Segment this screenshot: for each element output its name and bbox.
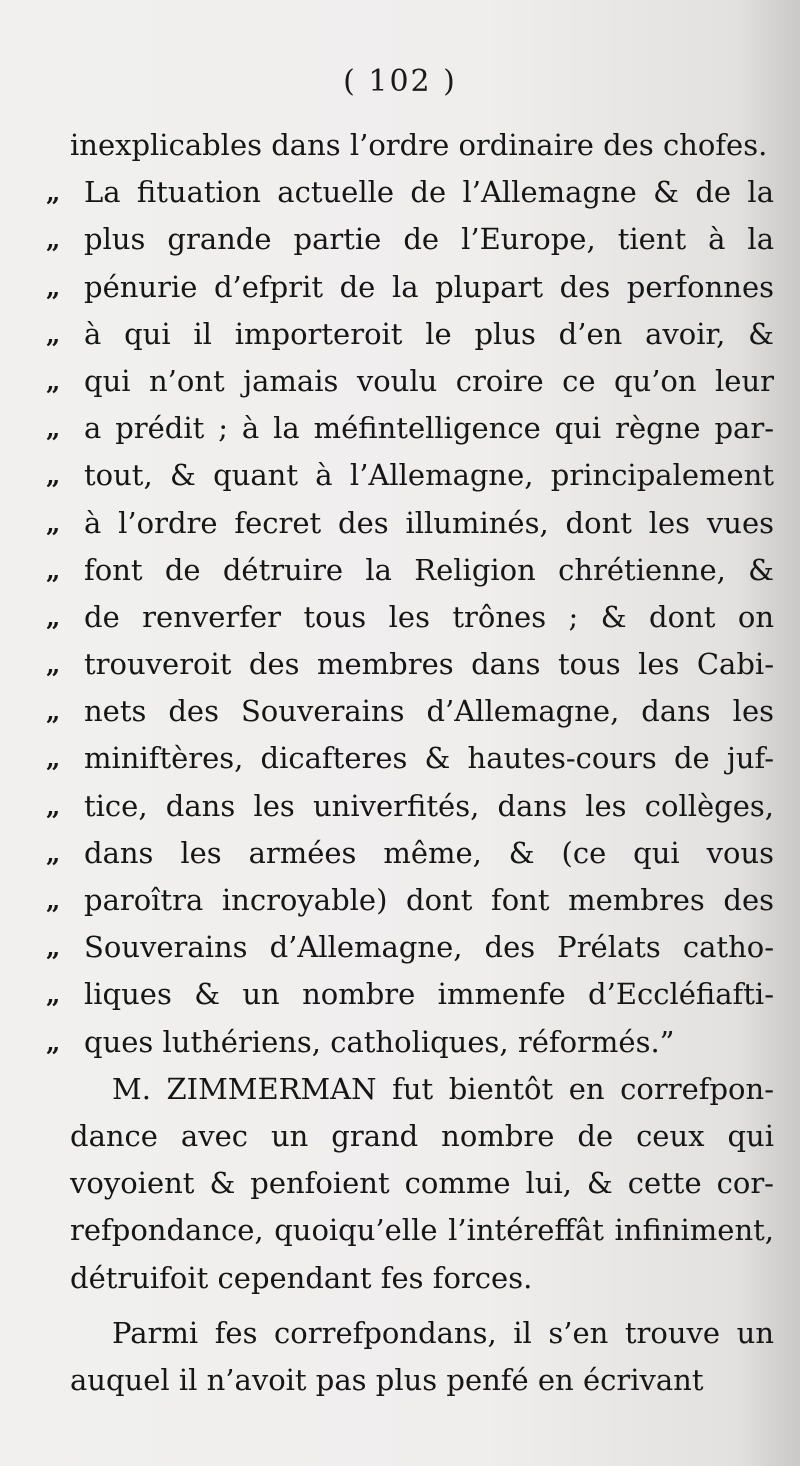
body-text xyxy=(0,122,800,1404)
line-text: dance avec un grand nombre de ceux qui xyxy=(70,1118,774,1153)
quotation-mark: „ xyxy=(46,508,60,538)
text-line xyxy=(0,405,800,452)
text-line xyxy=(0,1113,800,1160)
line-text: voyoient & penfoient comme lui, & cette cor- xyxy=(70,1166,774,1201)
text-line xyxy=(0,358,800,405)
text-line xyxy=(0,641,800,688)
line-text: miniftères, dicafteres & hautes-cours de juf- xyxy=(84,741,774,776)
quotation-mark: „ xyxy=(46,791,60,821)
quotation-mark: „ xyxy=(46,980,60,1010)
quotation-mark: „ xyxy=(46,225,60,255)
text-line xyxy=(0,547,800,594)
quotation-mark: „ xyxy=(46,838,60,868)
quotation-mark: „ xyxy=(46,414,60,444)
line-text: tout, & quant à l’Allemagne, principalement xyxy=(84,458,774,493)
quotation-mark: „ xyxy=(46,319,60,349)
text-line xyxy=(0,688,800,735)
page-number: ( 102 ) xyxy=(343,64,457,99)
text-line xyxy=(0,216,800,263)
quotation-mark: „ xyxy=(46,178,60,208)
line-text: paroîtra incroyable) dont font membres des xyxy=(84,883,774,917)
text-line xyxy=(0,1019,800,1066)
line-text: font de détruire la Religion chrétienne, & xyxy=(84,552,774,587)
line-text: nets des Souverains d’Allemagne, dans les xyxy=(84,694,774,729)
text-line xyxy=(0,594,800,641)
line-text: Parmi fes correfpondans, il s’en trouve un xyxy=(112,1315,774,1350)
line-text: refpondance, quoiqu’elle l’intéreffât infiniment, xyxy=(70,1213,774,1248)
quotation-mark: „ xyxy=(46,886,60,915)
quotation-mark: „ xyxy=(46,555,60,585)
text-line xyxy=(0,877,800,924)
quotation-mark: „ xyxy=(46,697,60,727)
text-line xyxy=(0,122,800,169)
text-line xyxy=(0,1255,800,1302)
text-line xyxy=(0,1357,800,1404)
text-line xyxy=(0,1160,800,1207)
text-line xyxy=(0,311,800,358)
line-text: a prédit ; à la méfintelligence qui règne par- xyxy=(84,411,774,446)
line-text: à qui il importeroit le plus d’en avoir, & xyxy=(84,316,774,351)
line-text: M. ZIMMERMAN fut bientôt en correfpon- xyxy=(112,1071,774,1106)
line-text: auquel il n’avoit pas plus penfé en écrivant xyxy=(70,1362,704,1397)
line-text: détruifoit cependant fes forces. xyxy=(70,1260,533,1295)
quotation-mark: „ xyxy=(46,650,60,680)
text-line xyxy=(0,830,800,877)
line-text: inexplicables dans l’ordre ordinaire des chofes. xyxy=(70,128,768,162)
line-text: dans les armées même, & (ce qui vous xyxy=(84,835,774,870)
text-line xyxy=(0,500,800,547)
line-text: La fituation actuelle de l’Allemagne & de la xyxy=(84,175,774,210)
line-text: de renverfer tous les trônes ; & dont on xyxy=(84,599,774,634)
text-line xyxy=(0,452,800,499)
quotation-mark: „ xyxy=(46,1027,60,1057)
text-line xyxy=(0,1207,800,1254)
line-text: à l’ordre fecret des illuminés, dont les vues xyxy=(84,505,774,540)
line-text: ques luthériens, catholiques, réformés.” xyxy=(84,1024,675,1059)
line-text: tice, dans les univerfités, dans les collèges, xyxy=(84,788,774,823)
text-line xyxy=(0,169,800,216)
quotation-mark: „ xyxy=(46,461,60,491)
line-text: pénurie d’efprit de la plupart des perfonnes xyxy=(84,269,774,304)
quotation-mark: „ xyxy=(46,272,60,302)
line-text: plus grande partie de l’Europe, tient à la xyxy=(84,222,774,257)
line-text: liques & un nombre immenfe d’Eccléfiafti- xyxy=(84,977,774,1012)
text-line xyxy=(0,924,800,971)
text-line xyxy=(0,971,800,1018)
line-text: qui n’ont jamais voulu croire ce qu’on leur xyxy=(84,363,774,398)
quotation-mark: „ xyxy=(46,744,60,774)
line-text: trouveroit des membres dans tous les Cabi- xyxy=(84,647,774,682)
quotation-mark: „ xyxy=(46,366,60,396)
quotation-mark: „ xyxy=(46,933,60,963)
text-line xyxy=(0,783,800,830)
text-line xyxy=(0,1066,800,1113)
text-line xyxy=(0,735,800,782)
text-line xyxy=(0,264,800,311)
line-text: Souverains d’Allemagne, des Prélats catho- xyxy=(84,930,774,965)
text-line xyxy=(0,1310,800,1357)
quotation-mark: „ xyxy=(46,602,60,632)
